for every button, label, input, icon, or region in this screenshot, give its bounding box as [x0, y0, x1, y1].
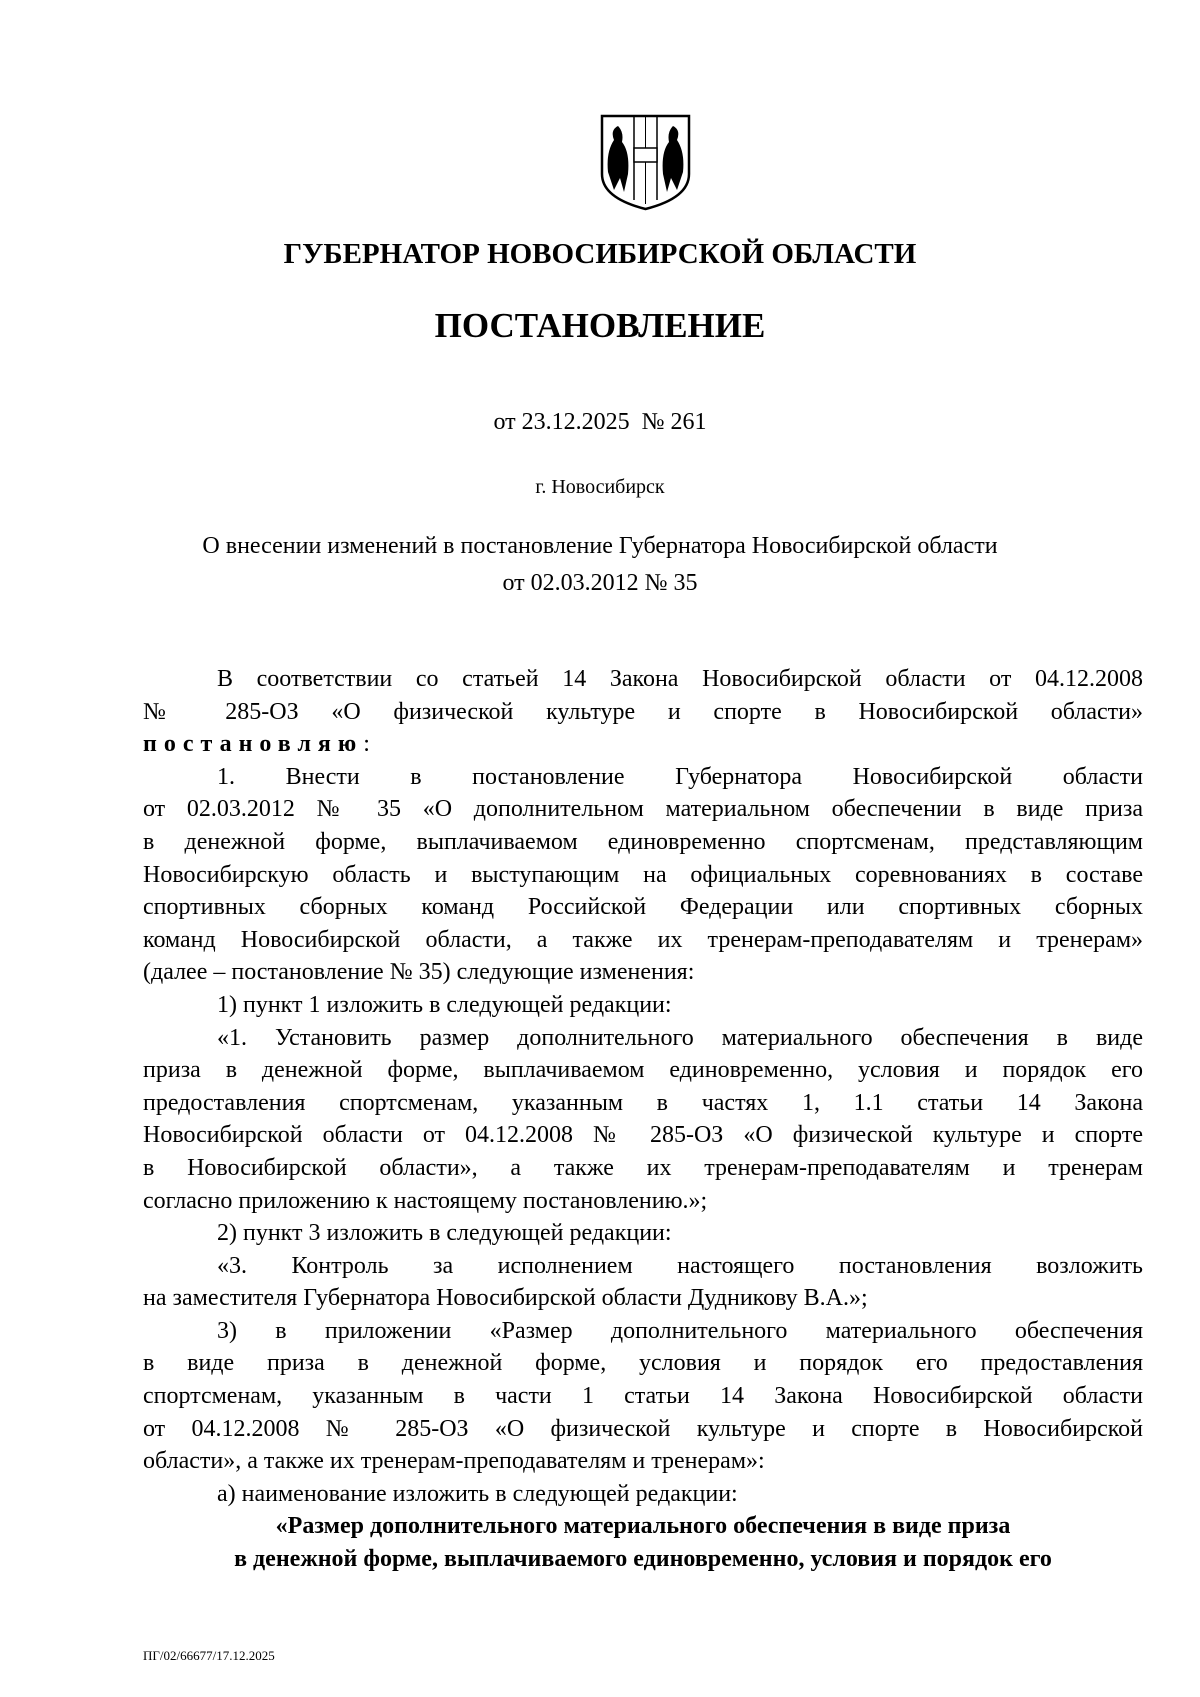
body-line: [143, 728, 1143, 761]
coat-of-arms-emblem: [598, 112, 693, 212]
document-type-title: ПОСТАНОВЛЕНИЕ: [434, 306, 766, 345]
body-line: 2) пункт 3 изложить в следующей редакции:: [217, 1220, 672, 1247]
body-line: команд Новосибирской области, а также их тренерам-преподавателям и тренерам»: [143, 926, 1143, 953]
body-line: В соответствии со статьей 14 Закона Новосибирской области от 04.12.2008: [217, 666, 1143, 692]
body-line: Новосибирскую область и выступающим на официальных соревнованиях в составе: [143, 861, 1143, 888]
body-line: 1. Внести в постановление Губернатора Новосибирской области: [217, 763, 1143, 790]
bold-heading-line: «Размер дополнительного материального обеспечения в виде приза: [275, 1513, 1011, 1540]
city: г. Новосибирск: [535, 476, 665, 498]
subject-line-1: О внесении изменений в постановление Губернатора Новосибирской области: [202, 533, 998, 559]
document-code-footer: ПГ/02/66677/17.12.2025: [143, 1648, 275, 1663]
colon: :: [363, 731, 370, 758]
body-line: от 02.03.2012 № 35 «О дополнительном материальном обеспечении в виде приза: [143, 796, 1143, 823]
body-line: от 04.12.2008 № 285-ОЗ «О физической культуре и спорте в Новосибирской: [143, 1415, 1143, 1442]
body-line: области», а также их тренерам-преподавателям и тренерам»:: [143, 1448, 765, 1475]
resolution-keyword: постановляю: [143, 731, 364, 758]
body-line: «3. Контроль за исполнением настоящего постановления возложить: [217, 1252, 1143, 1279]
body-line: в Новосибирской области», а также их тренерам-преподавателям и тренерам: [143, 1154, 1143, 1181]
body-line: (далее – постановление № 35) следующие изменения:: [143, 959, 695, 986]
body-line: в виде приза в денежной форме, условия и порядок его предоставления: [143, 1350, 1143, 1377]
body-line: спортивных сборных команд Российской Федерации или спортивных сборных: [143, 894, 1143, 921]
body-line: в денежной форме, выплачиваемом единовременно спортсменам, представляющим: [143, 828, 1143, 855]
body-line: Новосибирской области от 04.12.2008 № 285-ОЗ «О физической культуре и спорте: [143, 1122, 1143, 1149]
body-line: приза в денежной форме, выплачиваемом единовременно, условия и порядок его: [143, 1057, 1143, 1084]
body-line: «1. Установить размер дополнительного материального обеспечения в виде: [217, 1024, 1143, 1051]
document-body: [143, 663, 1143, 1576]
body-line: предоставления спортсменам, указанным в частях 1, 1.1 статьи 14 Закона: [143, 1089, 1143, 1116]
date-and-number: от 23.12.2025 № 261: [493, 409, 707, 435]
authority-title: ГУБЕРНАТОР НОВОСИБИРСКОЙ ОБЛАСТИ: [283, 238, 917, 270]
body-line: 1) пункт 1 изложить в следующей редакции:: [217, 991, 672, 1018]
bold-heading-line: в денежной форме, выплачиваемого единовременно, условия и порядок его: [234, 1546, 1052, 1573]
body-line: № 285-ОЗ «О физической культуре и спорте в Новосибирской области»: [143, 698, 1143, 725]
body-line: на заместителя Губернатора Новосибирской области Дудникову В.А.»;: [143, 1285, 868, 1312]
body-line: спортсменам, указанным в части 1 статьи 14 Закона Новосибирской области: [143, 1383, 1143, 1410]
body-line: а) наименование изложить в следующей редакции:: [217, 1480, 738, 1507]
subject-line-2: от 02.03.2012 № 35: [502, 570, 698, 596]
body-line: 3) в приложении «Размер дополнительного материального обеспечения: [217, 1317, 1143, 1344]
body-line: согласно приложению к настоящему постановлению.»;: [143, 1187, 708, 1214]
